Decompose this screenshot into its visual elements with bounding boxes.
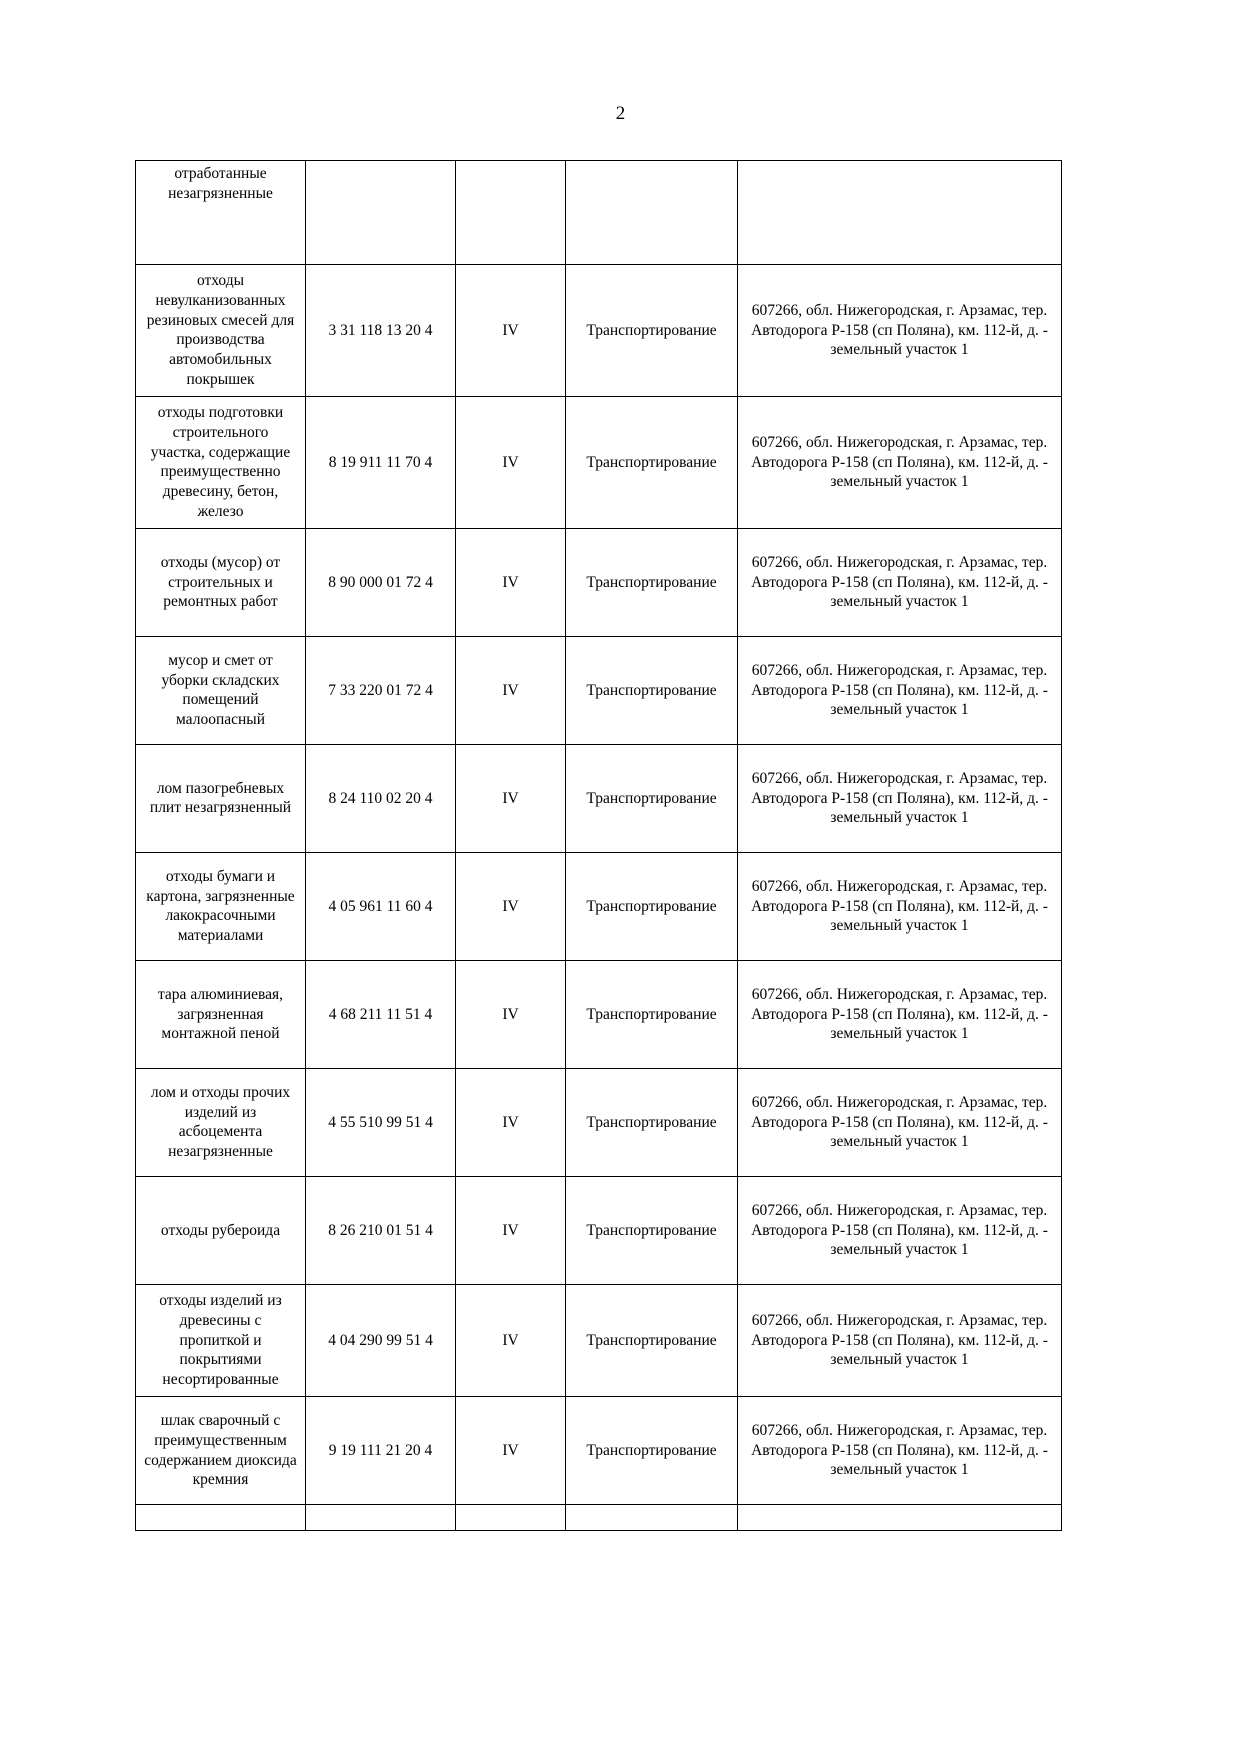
cell-activity: Транспортирование [566,1284,738,1396]
cell-hazard-class: IV [456,1397,566,1505]
cell-hazard-class: IV [456,1176,566,1284]
cell-waste-name: отходы невулканизованных резиновых смесей для производства автомобильных покрышек [136,265,306,397]
cell-address: 607266, обл. Нижегородская, г. Арзамас, тер. Автодорога Р-158 (сп Поляна), км. 112-й, д. - земельный участок 1 [738,852,1062,960]
table-row [136,1284,1062,1396]
cell-activity [566,1505,738,1531]
cell-address: 607266, обл. Нижегородская, г. Арзамас, тер. Автодорога Р-158 (сп Поляна), км. 112-й, д. - земельный участок 1 [738,960,1062,1068]
table-row [136,161,1062,265]
cell-waste-name: отходы (мусор) от строительных и ремонтных работ [136,528,306,636]
cell-address: 607266, обл. Нижегородская, г. Арзамас, тер. Автодорога Р-158 (сп Поляна), км. 112-й, д. - земельный участок 1 [738,1284,1062,1396]
cell-hazard-class: IV [456,265,566,397]
cell-waste-code [306,161,456,265]
cell-waste-code: 8 90 000 01 72 4 [306,528,456,636]
cell-address [738,161,1062,265]
cell-activity: Транспортирование [566,960,738,1068]
table-row [136,960,1062,1068]
table-row [136,744,1062,852]
cell-waste-name: лом пазогребневых плит незагрязненный [136,744,306,852]
page-number: 2 [615,103,626,124]
cell-hazard-class: IV [456,1284,566,1396]
cell-activity: Транспортирование [566,1397,738,1505]
cell-hazard-class: IV [456,528,566,636]
cell-address: 607266, обл. Нижегородская, г. Арзамас, тер. Автодорога Р-158 (сп Поляна), км. 112-й, д. - земельный участок 1 [738,1397,1062,1505]
cell-waste-name: мусор и смет от уборки складских помещений малоопасный [136,636,306,744]
cell-waste-name: отходы рубероида [136,1176,306,1284]
cell-activity: Транспортирование [566,636,738,744]
cell-waste-name: отработанные незагрязненные [136,161,306,265]
cell-waste-code: 8 26 210 01 51 4 [306,1176,456,1284]
waste-table [135,160,1062,1531]
cell-waste-name: тара алюминиевая, загрязненная монтажной пеной [136,960,306,1068]
cell-address [738,1505,1062,1531]
waste-table-body [136,161,1062,1531]
cell-activity: Транспортирование [566,744,738,852]
cell-waste-code: 7 33 220 01 72 4 [306,636,456,744]
cell-hazard-class: IV [456,636,566,744]
cell-waste-code [306,1505,456,1531]
cell-activity: Транспортирование [566,852,738,960]
cell-waste-name: отходы изделий из древесины с пропиткой и покрытиями несортированные [136,1284,306,1396]
cell-waste-code: 8 19 911 11 70 4 [306,396,456,528]
cell-address: 607266, обл. Нижегородская, г. Арзамас, тер. Автодорога Р-158 (сп Поляна), км. 112-й, д. - земельный участок 1 [738,265,1062,397]
cell-address: 607266, обл. Нижегородская, г. Арзамас, тер. Автодорога Р-158 (сп Поляна), км. 112-й, д. - земельный участок 1 [738,1068,1062,1176]
cell-address: 607266, обл. Нижегородская, г. Арзамас, тер. Автодорога Р-158 (сп Поляна), км. 112-й, д. - земельный участок 1 [738,396,1062,528]
table-row [136,1397,1062,1505]
cell-waste-name: отходы подготовки строительного участка, содержащие преимущественно древесину, бетон, железо [136,396,306,528]
cell-address: 607266, обл. Нижегородская, г. Арзамас, тер. Автодорога Р-158 (сп Поляна), км. 112-й, д. - земельный участок 1 [738,744,1062,852]
table-row [136,852,1062,960]
cell-hazard-class [456,161,566,265]
cell-waste-name [136,1505,306,1531]
table-row [136,1505,1062,1531]
cell-activity: Транспортирование [566,1068,738,1176]
cell-address: 607266, обл. Нижегородская, г. Арзамас, тер. Автодорога Р-158 (сп Поляна), км. 112-й, д. - земельный участок 1 [738,636,1062,744]
cell-waste-code: 3 31 118 13 20 4 [306,265,456,397]
cell-address: 607266, обл. Нижегородская, г. Арзамас, тер. Автодорога Р-158 (сп Поляна), км. 112-й, д. - земельный участок 1 [738,1176,1062,1284]
cell-hazard-class: IV [456,960,566,1068]
cell-waste-code: 4 68 211 11 51 4 [306,960,456,1068]
cell-hazard-class: IV [456,1068,566,1176]
table-row [136,265,1062,397]
cell-hazard-class [456,1505,566,1531]
cell-waste-name: лом и отходы прочих изделий из асбоцемента незагрязненные [136,1068,306,1176]
cell-waste-name: отходы бумаги и картона, загрязненные лакокрасочными материалами [136,852,306,960]
cell-hazard-class: IV [456,744,566,852]
waste-table-container [135,160,1061,1531]
cell-activity: Транспортирование [566,528,738,636]
cell-waste-code: 8 24 110 02 20 4 [306,744,456,852]
cell-address: 607266, обл. Нижегородская, г. Арзамас, тер. Автодорога Р-158 (сп Поляна), км. 112-й, д. - земельный участок 1 [738,528,1062,636]
table-row [136,396,1062,528]
cell-activity: Транспортирование [566,265,738,397]
table-row [136,1176,1062,1284]
cell-waste-name: шлак сварочный с преимущественным содержанием диоксида кремния [136,1397,306,1505]
cell-waste-code: 4 55 510 99 51 4 [306,1068,456,1176]
table-row [136,636,1062,744]
cell-activity [566,161,738,265]
cell-activity: Транспортирование [566,396,738,528]
cell-waste-code: 4 05 961 11 60 4 [306,852,456,960]
cell-waste-code: 4 04 290 99 51 4 [306,1284,456,1396]
cell-hazard-class: IV [456,852,566,960]
table-row [136,1068,1062,1176]
cell-hazard-class: IV [456,396,566,528]
cell-waste-code: 9 19 111 21 20 4 [306,1397,456,1505]
cell-activity: Транспортирование [566,1176,738,1284]
table-row [136,528,1062,636]
